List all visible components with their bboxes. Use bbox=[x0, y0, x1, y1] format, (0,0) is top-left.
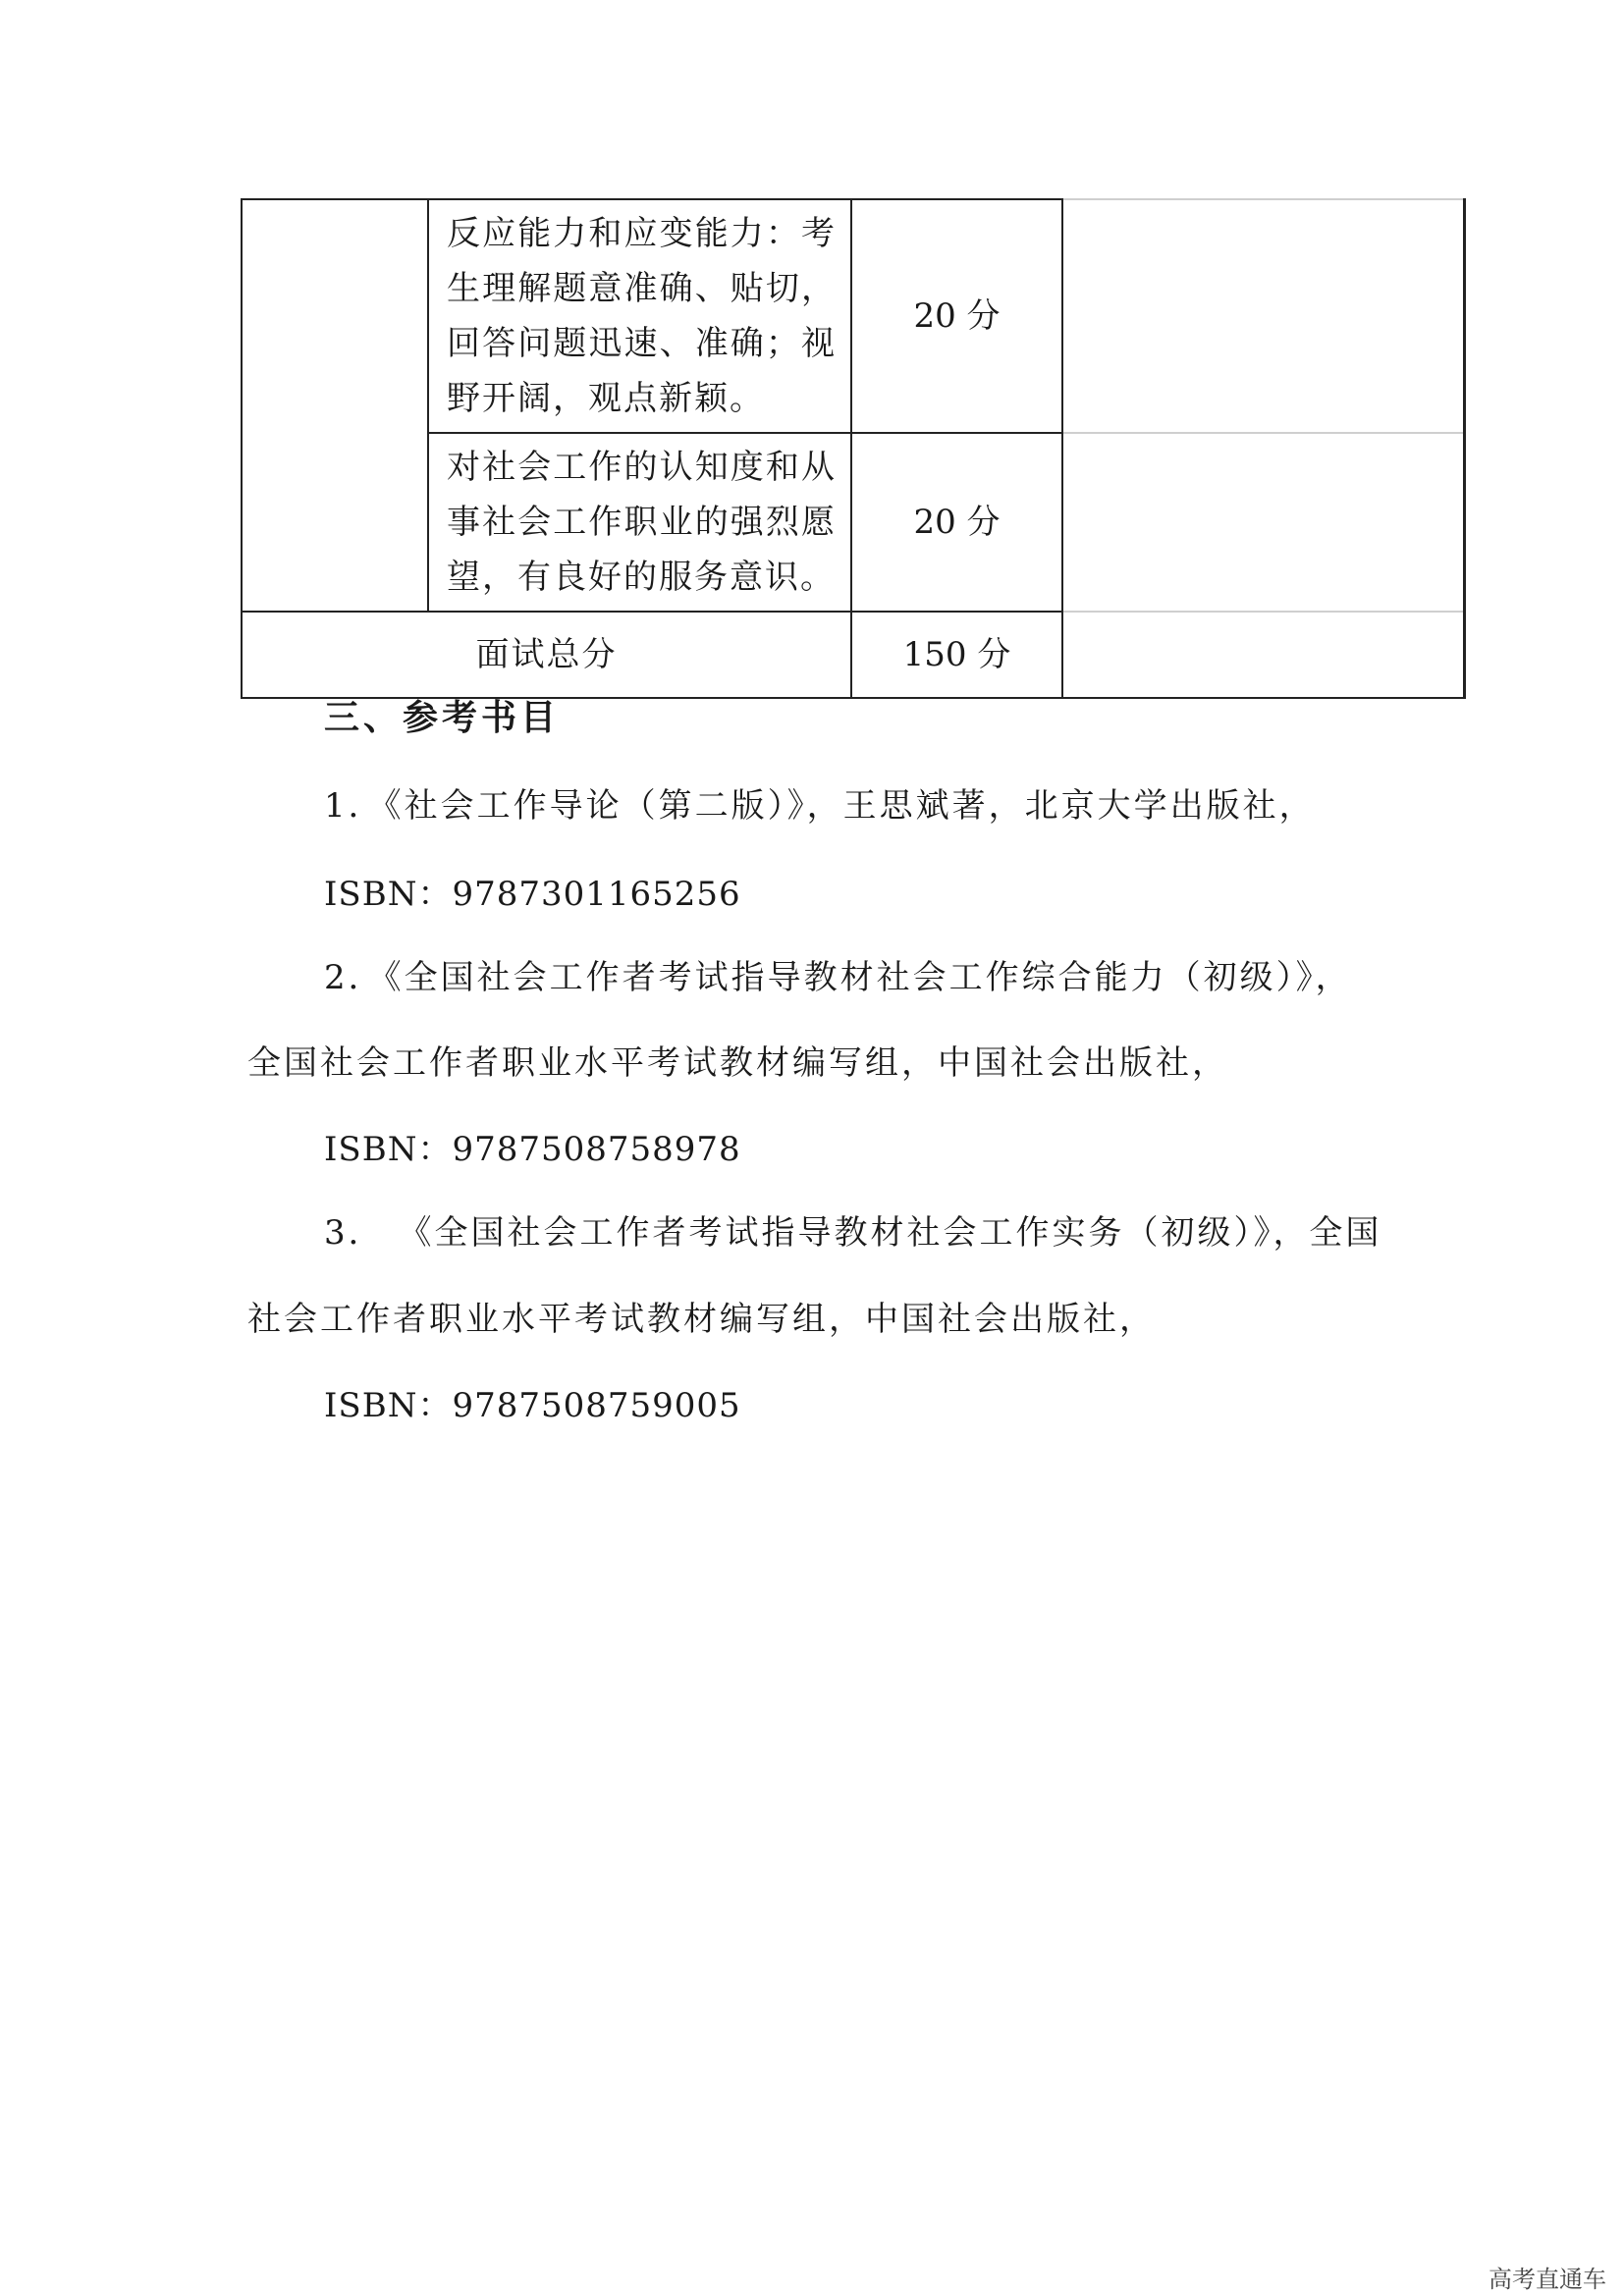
total-score-cell: 150 分 bbox=[851, 612, 1062, 698]
reference-line: 1．《社会工作导论（第二版）》，王思斌著，北京大学出版社， bbox=[324, 786, 1316, 826]
reference-line: 2．《全国社会工作者考试指导教材社会工作综合能力（初级）》， bbox=[324, 958, 1352, 997]
score-cell: 20 分 bbox=[851, 199, 1062, 433]
watermark: 高考直通车 bbox=[1489, 2266, 1606, 2293]
remark-cell bbox=[1062, 433, 1464, 612]
criterion-cell: 对社会工作的认知度和从事社会工作职业的强烈愿望，有良好的服务意识。 bbox=[428, 433, 851, 612]
table-row bbox=[242, 199, 1464, 433]
total-label-cell: 面试总分 bbox=[242, 612, 851, 698]
remark-cell bbox=[1062, 612, 1464, 698]
table-row bbox=[242, 612, 1464, 698]
section-heading: 三、参考书目 bbox=[324, 697, 561, 738]
criterion-cell: 反应能力和应变能力：考生理解题意准确、贴切，回答问题迅速、准确；视野开阔，观点新颖。 bbox=[428, 199, 851, 433]
score-cell: 20 分 bbox=[851, 433, 1062, 612]
reference-isbn: ISBN：9787508758978 bbox=[324, 1130, 741, 1169]
reference-isbn: ISBN：9787301165256 bbox=[324, 875, 741, 914]
reference-line: 3． 《全国社会工作者考试指导教材社会工作实务（初级）》，全国 bbox=[324, 1213, 1382, 1253]
reference-line: 全国社会工作者职业水平考试教材编写组，中国社会出版社， bbox=[247, 1043, 1228, 1083]
reference-line: 社会工作者职业水平考试教材编写组，中国社会出版社， bbox=[247, 1300, 1156, 1339]
reference-isbn: ISBN：9787508759005 bbox=[324, 1386, 741, 1425]
remark-cell bbox=[1062, 199, 1464, 433]
category-cell bbox=[242, 199, 428, 612]
score-table bbox=[241, 198, 1466, 699]
